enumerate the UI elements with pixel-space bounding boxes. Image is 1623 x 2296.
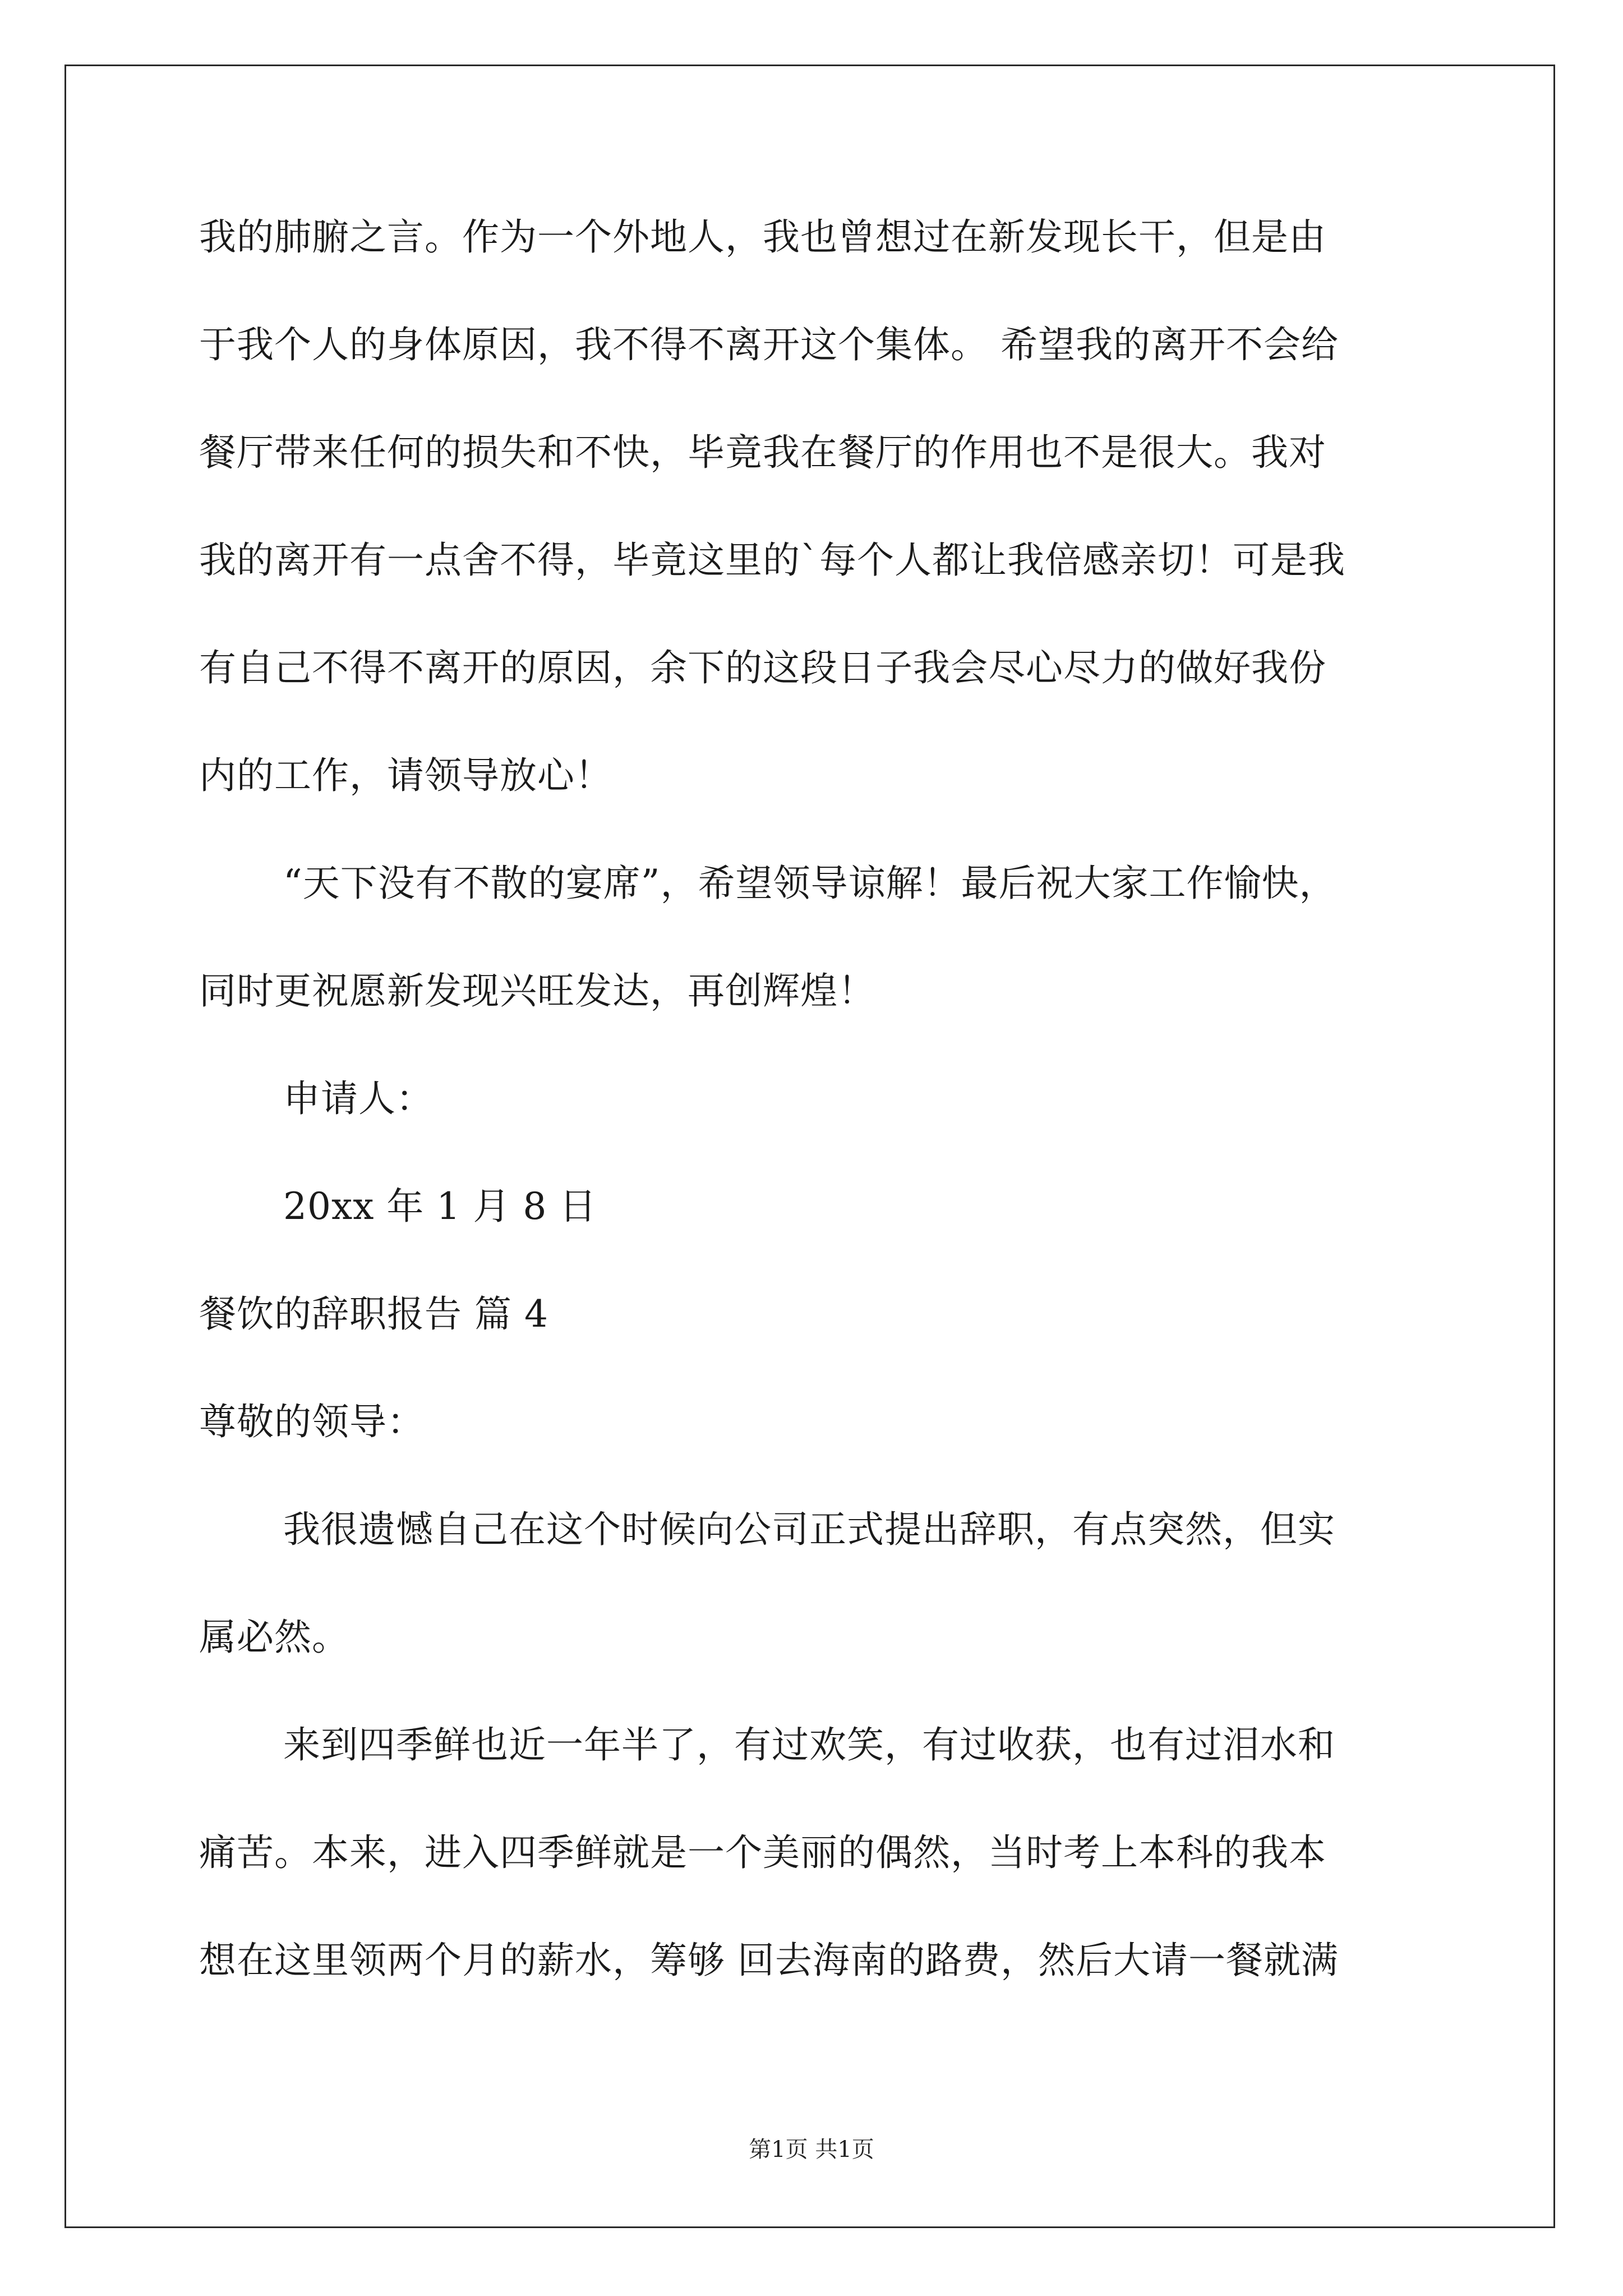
salutation: 尊敬的领导： (199, 1400, 425, 1443)
text-line: 内的工作，请领导放心！ (199, 754, 612, 797)
text-line: 来到四季鲜也近一年半了，有过欢笑，有过收获，也有过泪水和 (283, 1723, 1335, 1766)
text-line: 我很遗憾自己在这个时候向公司正式提出辞职，有点突然，但实 (283, 1508, 1335, 1551)
text-line: 餐厅带来任何的损失和不快，毕竟我在餐厅的作用也不是很大。我对 (199, 431, 1326, 474)
text-line: 想在这里领两个月的薪水，筹够 回去海南的路费，然后大请一餐就满 (199, 1939, 1339, 1982)
page-border (64, 65, 1555, 2228)
text-line: 同时更祝愿新发现兴旺发达，再创辉煌！ (199, 969, 875, 1013)
text-line: 于我个人的身体原因，我不得不离开这个集体。 希望我的离开不会给 (199, 323, 1339, 366)
text-line: 有自己不得不离开的原因，余下的这段日子我会尽心尽力的做好我份 (199, 646, 1326, 689)
date-line: 20xx 年 1 月 8 日 (283, 1185, 597, 1228)
text-line: “天下没有不散的宴席”，希望领导谅解！最后祝大家工作愉快， (283, 862, 1337, 905)
section-heading: 餐饮的辞职报告 篇 4 (199, 1292, 548, 1336)
text-line: 属必然。 (199, 1616, 349, 1659)
applicant-label: 申请人： (283, 1077, 434, 1120)
text-line: 痛苦。本来，进入四季鲜就是一个美丽的偶然，当时考上本科的我本 (199, 1831, 1326, 1874)
page-footer: 第1页 共1页 (749, 2137, 874, 2162)
text-line: 我的离开有一点舍不得，毕竟这里的`每个人都让我倍感亲切！可是我 (199, 539, 1345, 582)
text-line: 我的肺腑之言。作为一个外地人，我也曾想过在新发现长干，但是由 (199, 215, 1326, 259)
